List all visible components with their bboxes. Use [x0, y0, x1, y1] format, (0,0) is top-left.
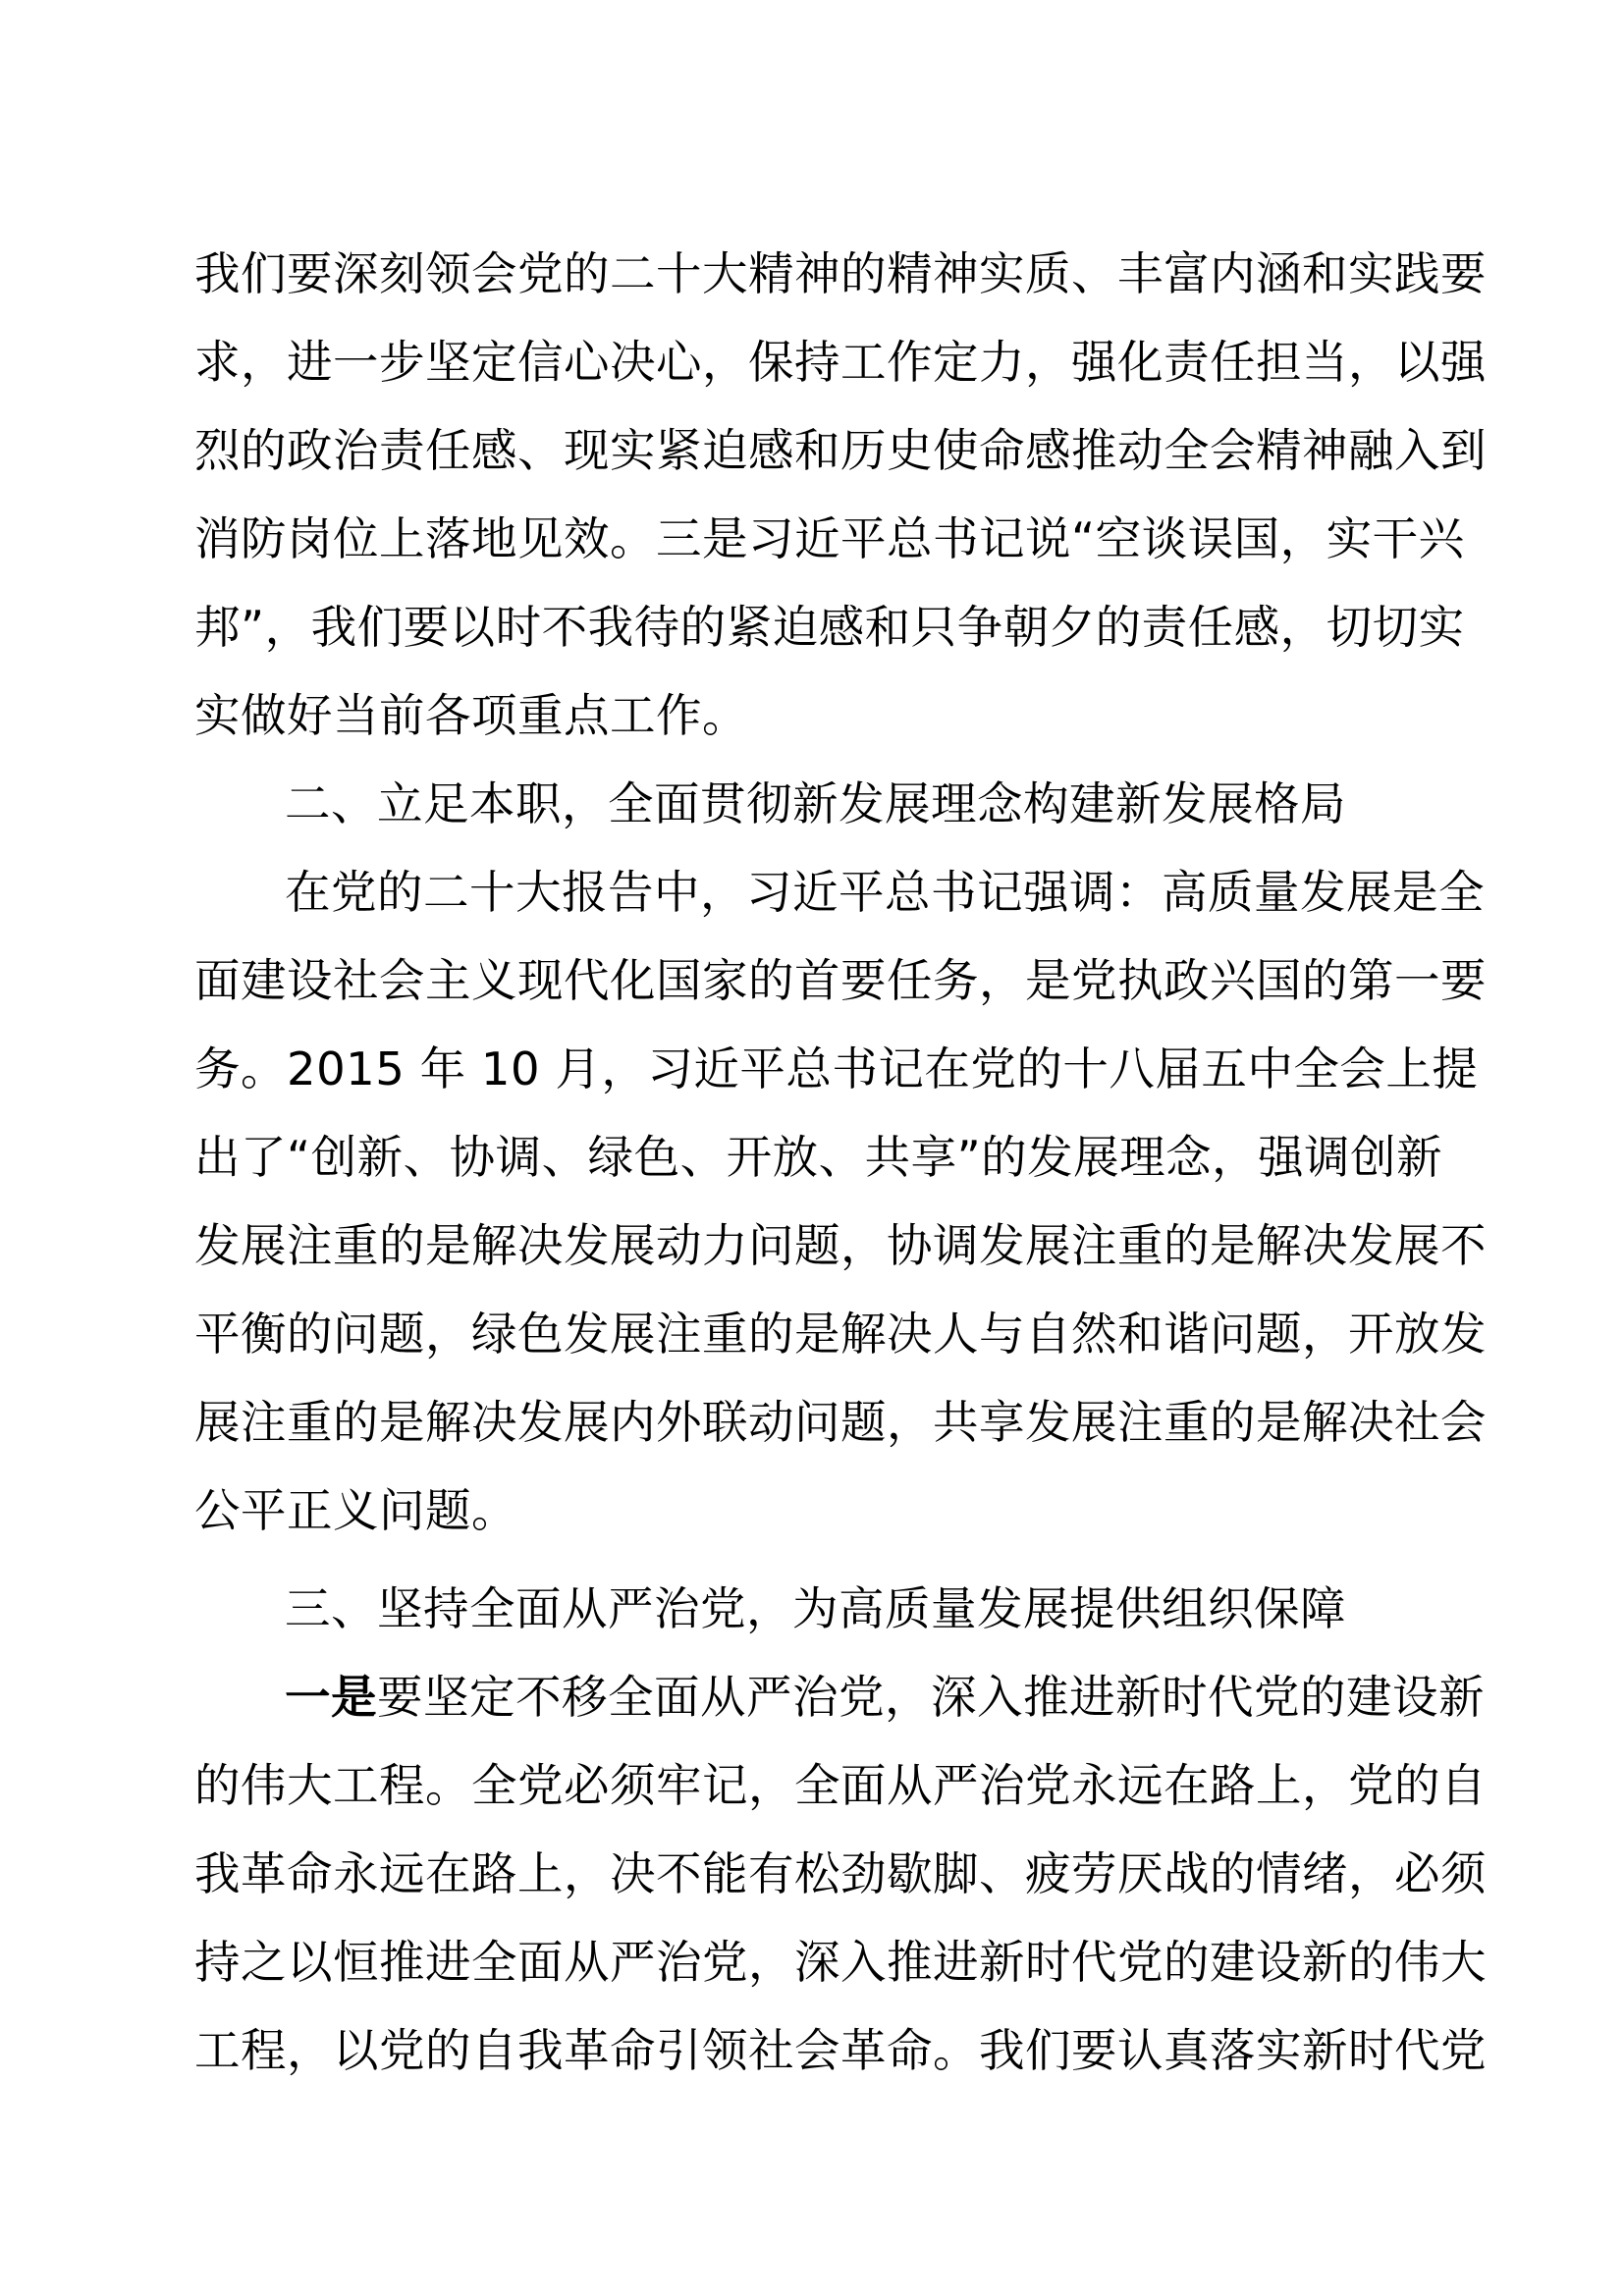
- paragraph-line: 展注重的是解决发展内外联动问题，共享发展注重的是解决社会: [194, 1396, 1487, 1449]
- paragraph-line: 求，进一步坚定信心决心，保持工作定力，强化责任担当，以强: [194, 336, 1487, 389]
- paragraph-line: 的伟大工程。全党必须牢记，全面从严治党永远在路上，党的自: [194, 1759, 1487, 1812]
- bold-lead: 一是: [285, 1671, 377, 1724]
- paragraph-line: 出了“创新、协调、绿色、开放、共享”的发展理念，强调创新: [194, 1131, 1443, 1184]
- paragraph-line: 邦”，我们要以时不我待的紧迫感和只争朝夕的责任感，切切实: [194, 601, 1465, 654]
- paragraph-line: 持之以恒推进全面从严治党，深入推进新时代党的建设新的伟大: [194, 1936, 1487, 1989]
- section-heading: 二、立足本职，全面贯彻新发展理念构建新发展格局: [285, 777, 1346, 830]
- paragraph-line: 我们要深刻领会党的二十大精神的精神实质、丰富内涵和实践要: [194, 247, 1487, 300]
- paragraph-line: 公平正义问题。: [194, 1484, 517, 1537]
- paragraph-line: 务。2015 年 10 月，习近平总书记在党的十八届五中全会上提: [194, 1042, 1479, 1095]
- paragraph-line: 消防岗位上落地见效。三是习近平总书记说“空谈误国，实干兴: [194, 512, 1465, 565]
- section-heading: 三、坚持全面从严治党，为高质量发展提供组织保障: [285, 1582, 1346, 1635]
- paragraph-line: 发展注重的是解决发展动力问题，协调发展注重的是解决发展不: [194, 1219, 1487, 1272]
- lead-text: 要坚定不移全面从严治党，深入推进新时代党的建设新: [377, 1671, 1485, 1724]
- paragraph-line: 在党的二十大报告中，习近平总书记强调：高质量发展是全: [285, 866, 1485, 919]
- paragraph-line: 烈的政治责任感、现实紧迫感和历史使命感推动全会精神融入到: [194, 424, 1487, 477]
- paragraph-line: 工程，以党的自我革命引领社会革命。我们要认真落实新时代党: [194, 2024, 1487, 2077]
- paragraph-line: 实做好当前各项重点工作。: [194, 689, 748, 742]
- paragraph-line: 我革命永远在路上，决不能有松劲歇脚、疲劳厌战的情绪，必须: [194, 1847, 1487, 1900]
- paragraph-line: [285, 1653, 1485, 1741]
- paragraph-line: 面建设社会主义现代化国家的首要任务，是党执政兴国的第一要: [194, 954, 1487, 1007]
- paragraph-line: 平衡的问题，绿色发展注重的是解决人与自然和谐问题，开放发: [194, 1308, 1487, 1361]
